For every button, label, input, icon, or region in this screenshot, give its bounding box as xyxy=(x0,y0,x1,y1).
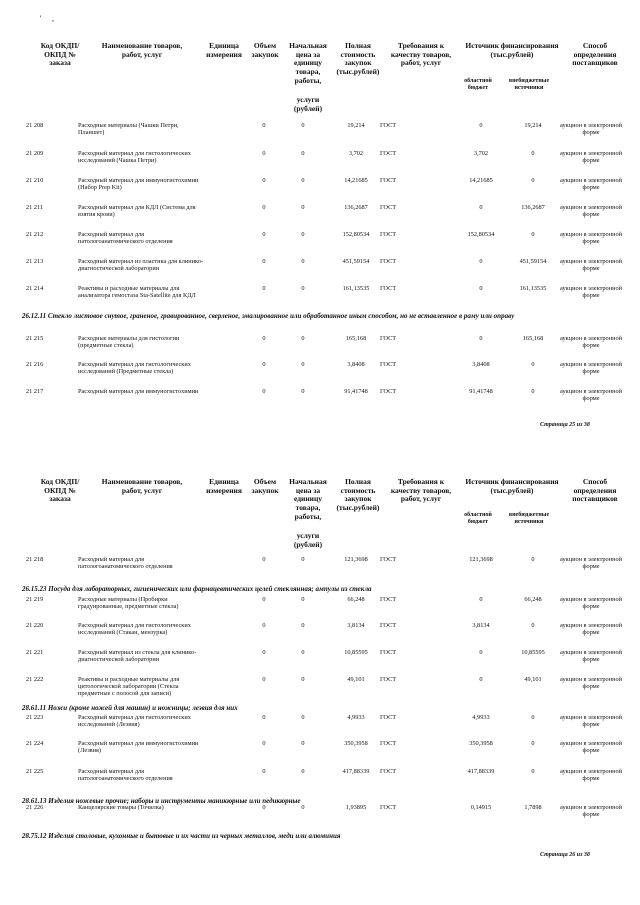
price-cell: 0 xyxy=(301,596,305,603)
total-cell: 165,168 xyxy=(345,335,367,342)
col-header-unit: Единица измерения xyxy=(206,477,242,495)
row-code: 21 208 xyxy=(26,122,44,129)
item-name: Расходный материал из пластика для клинико-диагностической лаборатории xyxy=(78,258,203,273)
regional-budget: 121,3698 xyxy=(469,556,493,563)
col-header-unit: Единица измерения xyxy=(206,41,242,59)
volume-cell: 0 xyxy=(262,388,266,395)
col-header-price-b: услуги (рублей) xyxy=(293,531,323,549)
regional-budget: 3,8408 xyxy=(472,361,490,368)
offbudget: 0 xyxy=(531,768,535,775)
col-header-regional: областной бюджет xyxy=(464,512,492,525)
row-code: 21 216 xyxy=(26,361,44,368)
quality-req: ГОСТ xyxy=(380,177,397,184)
procurement-method: аукцион в электронной форме xyxy=(560,122,622,137)
regional-budget: 3,8134 xyxy=(472,622,490,629)
row-code: 21 214 xyxy=(26,285,44,292)
quality-req: ГОСТ xyxy=(380,361,397,368)
procurement-method: аукцион в электронной форме xyxy=(560,649,622,664)
offbudget: 19,214 xyxy=(524,122,542,129)
item-name: Расходный материал для патологоанатомического отделения xyxy=(78,768,173,783)
item-name: Расходный материал для иммуногистохимии (Набор Prep Kit) xyxy=(78,177,199,192)
item-name: Расходный материал для гистологических исследований (Лезвия) xyxy=(78,714,191,729)
col-header-volume: Объем закупок xyxy=(251,41,279,59)
volume-cell: 0 xyxy=(262,556,266,563)
volume-cell: 0 xyxy=(262,740,266,747)
row-code: 21 210 xyxy=(26,177,44,184)
group-heading: 28.61.13 Изделия ножевые прочие; наборы и инструменты маникюрные или педикюрные xyxy=(22,797,301,805)
volume-cell: 0 xyxy=(262,361,266,368)
regional-budget: 0 xyxy=(479,596,483,603)
col-header-volume: Объем закупок xyxy=(251,477,279,495)
regional-budget: 0 xyxy=(479,204,483,211)
item-name: Расходные материалы для гистологии (предметные стекла) xyxy=(78,335,180,350)
volume-cell: 0 xyxy=(262,649,266,656)
quality-req: ГОСТ xyxy=(380,622,397,629)
quality-req: ГОСТ xyxy=(380,740,397,747)
regional-budget: 91,41748 xyxy=(469,388,493,395)
price-cell: 0 xyxy=(301,676,305,683)
total-cell: 136,2687 xyxy=(344,204,368,211)
total-cell: 49,101 xyxy=(347,676,365,683)
col-header-price-b: услуги (рублей) xyxy=(293,95,323,113)
total-cell: 417,88339 xyxy=(342,768,370,775)
item-name: Расходный материал для патологоанатомического отделения xyxy=(78,556,173,571)
volume-cell: 0 xyxy=(262,676,266,683)
col-header-price: Начальная цена за единицу товара, работы, xyxy=(289,41,327,85)
price-cell: 0 xyxy=(301,714,305,721)
page-number: Страница 25 из 38 xyxy=(540,422,590,428)
procurement-method: аукцион в электронной форме xyxy=(560,335,622,350)
regional-budget: 152,80534 xyxy=(467,231,495,238)
volume-cell: 0 xyxy=(262,258,266,265)
offbudget: 0 xyxy=(531,177,535,184)
col-header-req: Требования к качеству товаров, работ, услуг xyxy=(390,41,452,68)
group-heading: 26.12.11 Стекло листовое снутое, граненое, гравированное, сверленое, эмалированное или обработанное иным способом, но не вставленное в раму или оправу xyxy=(22,312,515,320)
item-name: Расходный материал для иммуногистохимии xyxy=(78,388,199,395)
regional-budget: 4,9933 xyxy=(472,714,490,721)
offbudget: 161,13535 xyxy=(519,285,547,292)
procurement-method: аукцион в электронной форме xyxy=(560,361,622,376)
row-code: 21 218 xyxy=(26,556,44,563)
offbudget: 0 xyxy=(531,388,535,395)
offbudget: 10,85595 xyxy=(521,649,545,656)
col-header-source: Источник финансирования (тыс.рублей) xyxy=(465,477,559,495)
offbudget: 0 xyxy=(531,231,535,238)
offbudget: 0 xyxy=(531,714,535,721)
group-heading: 26.15.23 Посуда для лабораторных, гигиенических или фармацевтических целей стеклянная; ампулы из стекла xyxy=(22,585,372,593)
volume-cell: 0 xyxy=(262,231,266,238)
row-code: 21 217 xyxy=(26,388,44,395)
price-cell: 0 xyxy=(301,556,305,563)
quality-req: ГОСТ xyxy=(380,204,397,211)
price-cell: 0 xyxy=(301,649,305,656)
regional-budget: 417,88339 xyxy=(467,768,495,775)
total-cell: 3,702 xyxy=(348,150,364,157)
regional-budget: 350,3958 xyxy=(469,740,493,747)
offbudget: 136,2687 xyxy=(521,204,545,211)
item-name: Реактивы и расходные материалы для цитологической лаборатории (Стекла предметные с полосой для записи) xyxy=(78,676,180,698)
total-cell: 10,85595 xyxy=(344,649,368,656)
quality-req: ГОСТ xyxy=(380,335,397,342)
row-code: 21 211 xyxy=(26,204,44,211)
regional-budget: 3,702 xyxy=(473,150,489,157)
item-name: Расходный материал для гистологических исследований (Чашка Петри) xyxy=(78,150,191,165)
procurement-method: аукцион в электронной форме xyxy=(560,804,622,819)
row-code: 21 213 xyxy=(26,258,44,265)
total-cell: 350,3958 xyxy=(344,740,368,747)
regional-budget: 0 xyxy=(479,649,483,656)
regional-budget: 0 xyxy=(479,122,483,129)
row-code: 21 222 xyxy=(26,676,44,683)
item-name: Реактивы и расходные материалы для анализатора гемостаза Sta-Satellite для КДЛ xyxy=(78,285,196,300)
col-header-price: Начальная цена за единицу товара, работы, xyxy=(289,477,327,521)
procurement-method: аукцион в электронной форме xyxy=(560,204,622,219)
regional-budget: 0 xyxy=(479,258,483,265)
row-code: 21 224 xyxy=(26,740,44,747)
offbudget: 451,59154 xyxy=(519,258,547,265)
col-header-total: Полная стоимость закупок (тыс.рублей) xyxy=(336,477,380,512)
row-code: 21 223 xyxy=(26,714,44,721)
offbudget: 0 xyxy=(531,556,535,563)
row-code: 21 221 xyxy=(26,649,44,656)
volume-cell: 0 xyxy=(262,122,266,129)
item-name: Расходный материал для гистологических исследований (Стакан, мензурка) xyxy=(78,622,191,637)
item-name: Расходные материалы (Пробирки градуированные, предметные стекла) xyxy=(78,596,179,611)
procurement-method: аукцион в электронной форме xyxy=(560,177,622,192)
total-cell: 451,59154 xyxy=(342,258,370,265)
price-cell: 0 xyxy=(301,122,305,129)
quality-req: ГОСТ xyxy=(380,388,397,395)
row-code: 21 220 xyxy=(26,622,44,629)
quality-req: ГОСТ xyxy=(380,556,397,563)
regional-budget: 0 xyxy=(479,335,483,342)
total-cell: 19,214 xyxy=(347,122,365,129)
row-code: 21 226 xyxy=(26,804,44,811)
quality-req: ГОСТ xyxy=(380,150,397,157)
regional-budget: 0 xyxy=(479,676,483,683)
price-cell: 0 xyxy=(301,388,305,395)
scan-mark: , xyxy=(52,14,54,23)
volume-cell: 0 xyxy=(262,622,266,629)
item-name: Расходные материалы (Чашки Петри, Планшет) xyxy=(78,122,179,137)
volume-cell: 0 xyxy=(262,596,266,603)
item-name: Расходный материал для гистологических исследований (Предметные стекла) xyxy=(78,361,191,376)
volume-cell: 0 xyxy=(262,285,266,292)
total-cell: 152,80534 xyxy=(342,231,370,238)
row-code: 21 212 xyxy=(26,231,44,238)
price-cell: 0 xyxy=(301,231,305,238)
price-cell: 0 xyxy=(301,335,305,342)
procurement-method: аукцион в электронной форме xyxy=(560,556,622,571)
row-code: 21 215 xyxy=(26,335,44,342)
item-name: Расходный материал для патологоанатомического отделения xyxy=(78,231,173,246)
price-cell: 0 xyxy=(301,150,305,157)
total-cell: 3,8408 xyxy=(347,361,365,368)
row-code: 21 209 xyxy=(26,150,44,157)
quality-req: ГОСТ xyxy=(380,596,397,603)
total-cell: 91,41748 xyxy=(344,388,368,395)
offbudget: 1,7898 xyxy=(524,804,542,811)
procurement-method: аукцион в электронной форме xyxy=(560,714,622,729)
col-header-code: Код ОКДП/ ОКПД № заказа xyxy=(40,477,80,504)
procurement-method: аукцион в электронной форме xyxy=(560,388,622,403)
col-header-name: Наименование товаров, работ, услуг xyxy=(101,41,183,59)
volume-cell: 0 xyxy=(262,177,266,184)
volume-cell: 0 xyxy=(262,150,266,157)
row-code: 21 225 xyxy=(26,768,44,775)
total-cell: 121,3698 xyxy=(344,556,368,563)
col-header-total: Полная стоимость закупок (тыс.рублей) xyxy=(336,41,380,76)
item-name: Расходный материал для иммуногистохимии (Лезвия) xyxy=(78,740,199,755)
offbudget: 0 xyxy=(531,622,535,629)
col-header-req: Требования к качеству товаров, работ, услуг xyxy=(390,477,452,504)
procurement-method: аукцион в электронной форме xyxy=(560,596,622,611)
price-cell: 0 xyxy=(301,204,305,211)
price-cell: 0 xyxy=(301,622,305,629)
total-cell: 3,8134 xyxy=(347,622,365,629)
col-header-offbudget: внебюджетные источники xyxy=(508,512,550,525)
offbudget: 0 xyxy=(531,150,535,157)
offbudget: 66,248 xyxy=(524,596,542,603)
offbudget: 0 xyxy=(531,740,535,747)
col-header-source: Источник финансирования (тыс.рублей) xyxy=(465,41,559,59)
quality-req: ГОСТ xyxy=(380,258,397,265)
price-cell: 0 xyxy=(301,285,305,292)
volume-cell: 0 xyxy=(262,768,266,775)
volume-cell: 0 xyxy=(262,714,266,721)
regional-budget: 0,14915 xyxy=(470,804,492,811)
item-name: Канцелярские товары (Точилка) xyxy=(78,804,164,811)
price-cell: 0 xyxy=(301,177,305,184)
col-header-code: Код ОКДП/ ОКПД № заказа xyxy=(40,41,80,68)
total-cell: 1,93895 xyxy=(345,804,367,811)
total-cell: 161,13535 xyxy=(342,285,370,292)
offbudget: 0 xyxy=(531,361,535,368)
regional-budget: 0 xyxy=(479,285,483,292)
price-cell: 0 xyxy=(301,361,305,368)
procurement-method: аукцион в электронной форме xyxy=(560,150,622,165)
col-header-name: Наименование товаров, работ, услуг xyxy=(101,477,183,495)
quality-req: ГОСТ xyxy=(380,768,397,775)
quality-req: ГОСТ xyxy=(380,285,397,292)
price-cell: 0 xyxy=(301,804,305,811)
procurement-method: аукцион в электронной форме xyxy=(560,285,622,300)
col-header-method: Способ определения поставщиков xyxy=(572,41,618,68)
quality-req: ГОСТ xyxy=(380,714,397,721)
price-cell: 0 xyxy=(301,768,305,775)
procurement-method: аукцион в электронной форме xyxy=(560,258,622,273)
group-heading: 28.61.11 Ножи (кроме ножей для машин) и ножницы; лезвия для них xyxy=(22,704,238,712)
total-cell: 66,248 xyxy=(347,596,365,603)
row-code: 21 219 xyxy=(26,596,44,603)
regional-budget: 14,21685 xyxy=(469,177,493,184)
total-cell: 4,9933 xyxy=(347,714,365,721)
quality-req: ГОСТ xyxy=(380,231,397,238)
procurement-method: аукцион в электронной форме xyxy=(560,740,622,755)
item-name: Расходный материал для КДЛ (Система для взятия крови) xyxy=(78,204,196,219)
offbudget: 165,168 xyxy=(522,335,544,342)
offbudget: 49,101 xyxy=(524,676,542,683)
quality-req: ГОСТ xyxy=(380,676,397,683)
volume-cell: 0 xyxy=(262,204,266,211)
item-name: Расходный материал из стекла для клинико-диагностической лаборатории xyxy=(78,649,197,664)
group-heading: 28.75.12 Изделия столовые, кухонные и бытовые и их части из черных металлов, меди или алюминия xyxy=(22,832,341,840)
quality-req: ГОСТ xyxy=(380,122,397,129)
scan-mark: ' xyxy=(40,14,42,23)
volume-cell: 0 xyxy=(262,804,266,811)
col-header-offbudget: внебюджетные источники xyxy=(508,78,550,91)
total-cell: 14,21685 xyxy=(344,177,368,184)
quality-req: ГОСТ xyxy=(380,804,397,811)
procurement-method: аукцион в электронной форме xyxy=(560,622,622,637)
price-cell: 0 xyxy=(301,740,305,747)
procurement-method: аукцион в электронной форме xyxy=(560,231,622,246)
col-header-method: Способ определения поставщиков xyxy=(572,477,618,504)
procurement-method: аукцион в электронной форме xyxy=(560,768,622,783)
volume-cell: 0 xyxy=(262,335,266,342)
page-number: Страница 26 из 38 xyxy=(540,852,590,858)
procurement-method: аукцион в электронной форме xyxy=(560,676,622,691)
price-cell: 0 xyxy=(301,258,305,265)
col-header-regional: областной бюджет xyxy=(464,78,492,91)
quality-req: ГОСТ xyxy=(380,649,397,656)
